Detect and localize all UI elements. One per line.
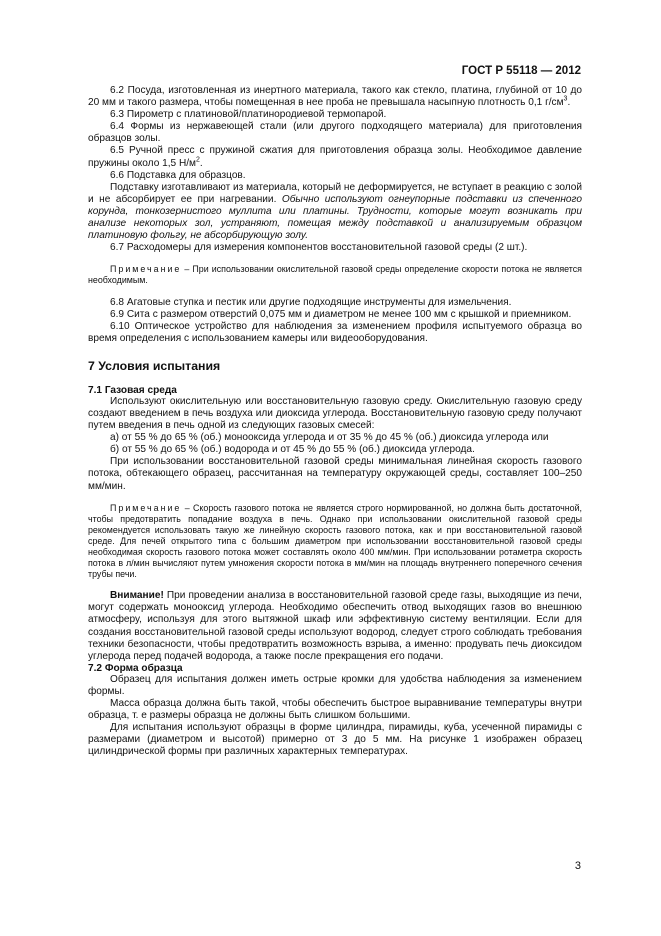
section-7-title: 7 Условия испытания <box>88 358 221 373</box>
warning-label: Внимание! <box>110 590 164 602</box>
page-content <box>88 85 582 759</box>
paragraph-6-9: 6.9 Сита с размером отверстий 0,075 мм и диаметром не менее 100 мм с крышкой и приемником. <box>110 308 572 320</box>
paragraph-6-5-end: . <box>199 157 203 169</box>
paragraph-6-2-text: 6.2 Посуда, изготовленная из инертного материала, такого как стекло, платина, глубиной от 10 до 20 мм и такого размера, чтобы помещенная в нее проба не превышала насыпную плотность 0,1 г/см <box>88 85 582 109</box>
page-number: 3 <box>574 860 581 872</box>
paragraph-6-2-sup: 3 <box>563 95 568 103</box>
paragraph-6-7: 6.7 Расходомеры для измерения компонентов восстановительной газовой среды (2 шт.). <box>110 242 528 254</box>
paragraph-7-1-c: б) от 55 % до 65 % (об.) водорода и от 45 % до 55 % (об.) диоксида углерода. <box>110 444 475 456</box>
paragraph-6-6-plain: Подставку изготавливают из материала, который не деформируется, не вступает в реакцию с золой и не абсорбирует ее при нагревании. <box>88 181 582 205</box>
spacer <box>88 345 582 359</box>
spacer <box>88 287 582 297</box>
spacer <box>88 493 582 503</box>
spacer <box>88 373 582 385</box>
paragraph-6-2 <box>88 85 582 109</box>
standard-header: ГОСТ Р 55118 — 2012 <box>461 65 581 77</box>
subsection-7-1-title: 7.1 Газовая среда <box>88 384 177 396</box>
spacer <box>88 580 582 590</box>
note-label: Примечание <box>110 502 182 513</box>
paragraph-7-1-d: При использовании восстановительной газовой среды минимальная линейная скорость газового потока, обтекающего образец, рассчитанная на температуру окружающей среды, составляет 100–250 мм/мин. <box>88 456 582 492</box>
paragraph-6-6: 6.6 Подставка для образцов. <box>110 169 246 181</box>
paragraph-6-3: 6.3 Пирометр с платиновой/платинородиевой термопарой. <box>110 109 387 121</box>
paragraph-6-2-end: . <box>567 97 571 109</box>
paragraph-6-4: 6.4 Формы из нержавеющей стали (или другого подходящего материала) для приготовления образцов золы. <box>88 121 582 145</box>
paragraph-6-6-detail <box>88 182 582 242</box>
warning-text: При проведении анализа в восстановительной газовой среде газы, выходящие из печи, могут содержать монооксид углерода. Необходимо обеспечить отвод выходящих газов во внешнюю атмосферу, используя для этого вытяжной шкаф или эффективную систему вентиляции. Если для создания восстановительной газовой среды используют водород, следует строго соблюдать требования техники безопасности, чтобы предотвратить возможность взрыва, а именно: продувать печь диоксидом углерода перед подачей водорода, а также после прекращения его подачи. <box>88 590 582 662</box>
paragraph-7-2-a: Образец для испытания должен иметь острые кромки для удобства наблюдения за изменением формы. <box>88 673 582 697</box>
paragraph-7-2-c: Для испытания используют образцы в форме цилиндра, пирамиды, куба, усеченной пирамиды с размерами (диаметром и высотой) примерно от 3 до 5 мм. На рисунке 1 изображен образец цилиндрической формы при различных характерных температурах. <box>88 722 582 758</box>
warning-paragraph <box>88 590 582 663</box>
paragraph-7-2-b: Масса образца должна быть такой, чтобы обеспечить быстрое выравнивание температуры внутри образца, т. е размеры образца не должны быть слишком большими. <box>88 698 582 722</box>
note-label: Примечание <box>110 264 182 275</box>
paragraph-6-10: 6.10 Оптическое устройство для наблюдения за изменением профиля испытуемого образца во время определения с использованием камеры или видеооборудования. <box>88 320 582 344</box>
note-flow-rate <box>88 264 582 286</box>
paragraph-6-6-italic: Обычно используют огнеупорные подставки из спеченного корунда, тонкозернистого муллита или платины. Трудности, которые могут возникать при анализе некоторых зол, устраняют, помещая между подставкой и анализируемым образцом платиновую фольгу, не абсорбирующую золу. <box>88 193 582 242</box>
paragraph-7-1-a: Используют окислительную или восстановительную газовую среду. Окислительную газовую среду создают введением в печь воздуха или диоксида углерода. Восстановительную газовую среду получают путем введения в печь одной из следующих газовых смесей: <box>88 395 582 432</box>
subsection-7-2-title: 7.2 Форма образца <box>88 662 183 674</box>
paragraph-6-5-text: 6.5 Ручной пресс с пружиной сжатия для приготовления образца золы. Необходимое давление пружины около 1,5 Н/м <box>88 145 582 169</box>
note-text: – Скорость газового потока не является строго нормированной, но должна быть достаточной, чтобы предотвратить попадание воздуха в печь. Однако при использовании окислительной газовой среды рекомендуется использовать такую же линейную скорость газового потока, как и при восстановительной газовой среде. Для печей открытого типа с большим диаметром при использовании восстановительной газовой среды необходимая скорость газового потока может составлять около 400 мм/мин. При использовании ротаметра скорость потока в л/мин вычисляют путем умножения скорости потока в мм/мин на площадь внутреннего поперечного сечения трубы печи. <box>88 502 582 580</box>
paragraph-7-1-b: а) от 55 % до 65 % (об.) монооксида углерода и от 35 % до 45 % (об.) диоксида углерода или <box>110 432 549 444</box>
spacer <box>88 254 582 264</box>
note-text: – При использовании окислительной газовой среды определение скорости потока не является необходимым. <box>88 264 582 286</box>
paragraph-6-5 <box>88 145 582 169</box>
paragraph-6-5-sup: 2 <box>195 156 200 164</box>
paragraph-6-8: 6.8 Агатовые ступка и пестик или другие подходящие инструменты для измельчения. <box>110 296 512 308</box>
note-gas-flow <box>88 503 582 581</box>
